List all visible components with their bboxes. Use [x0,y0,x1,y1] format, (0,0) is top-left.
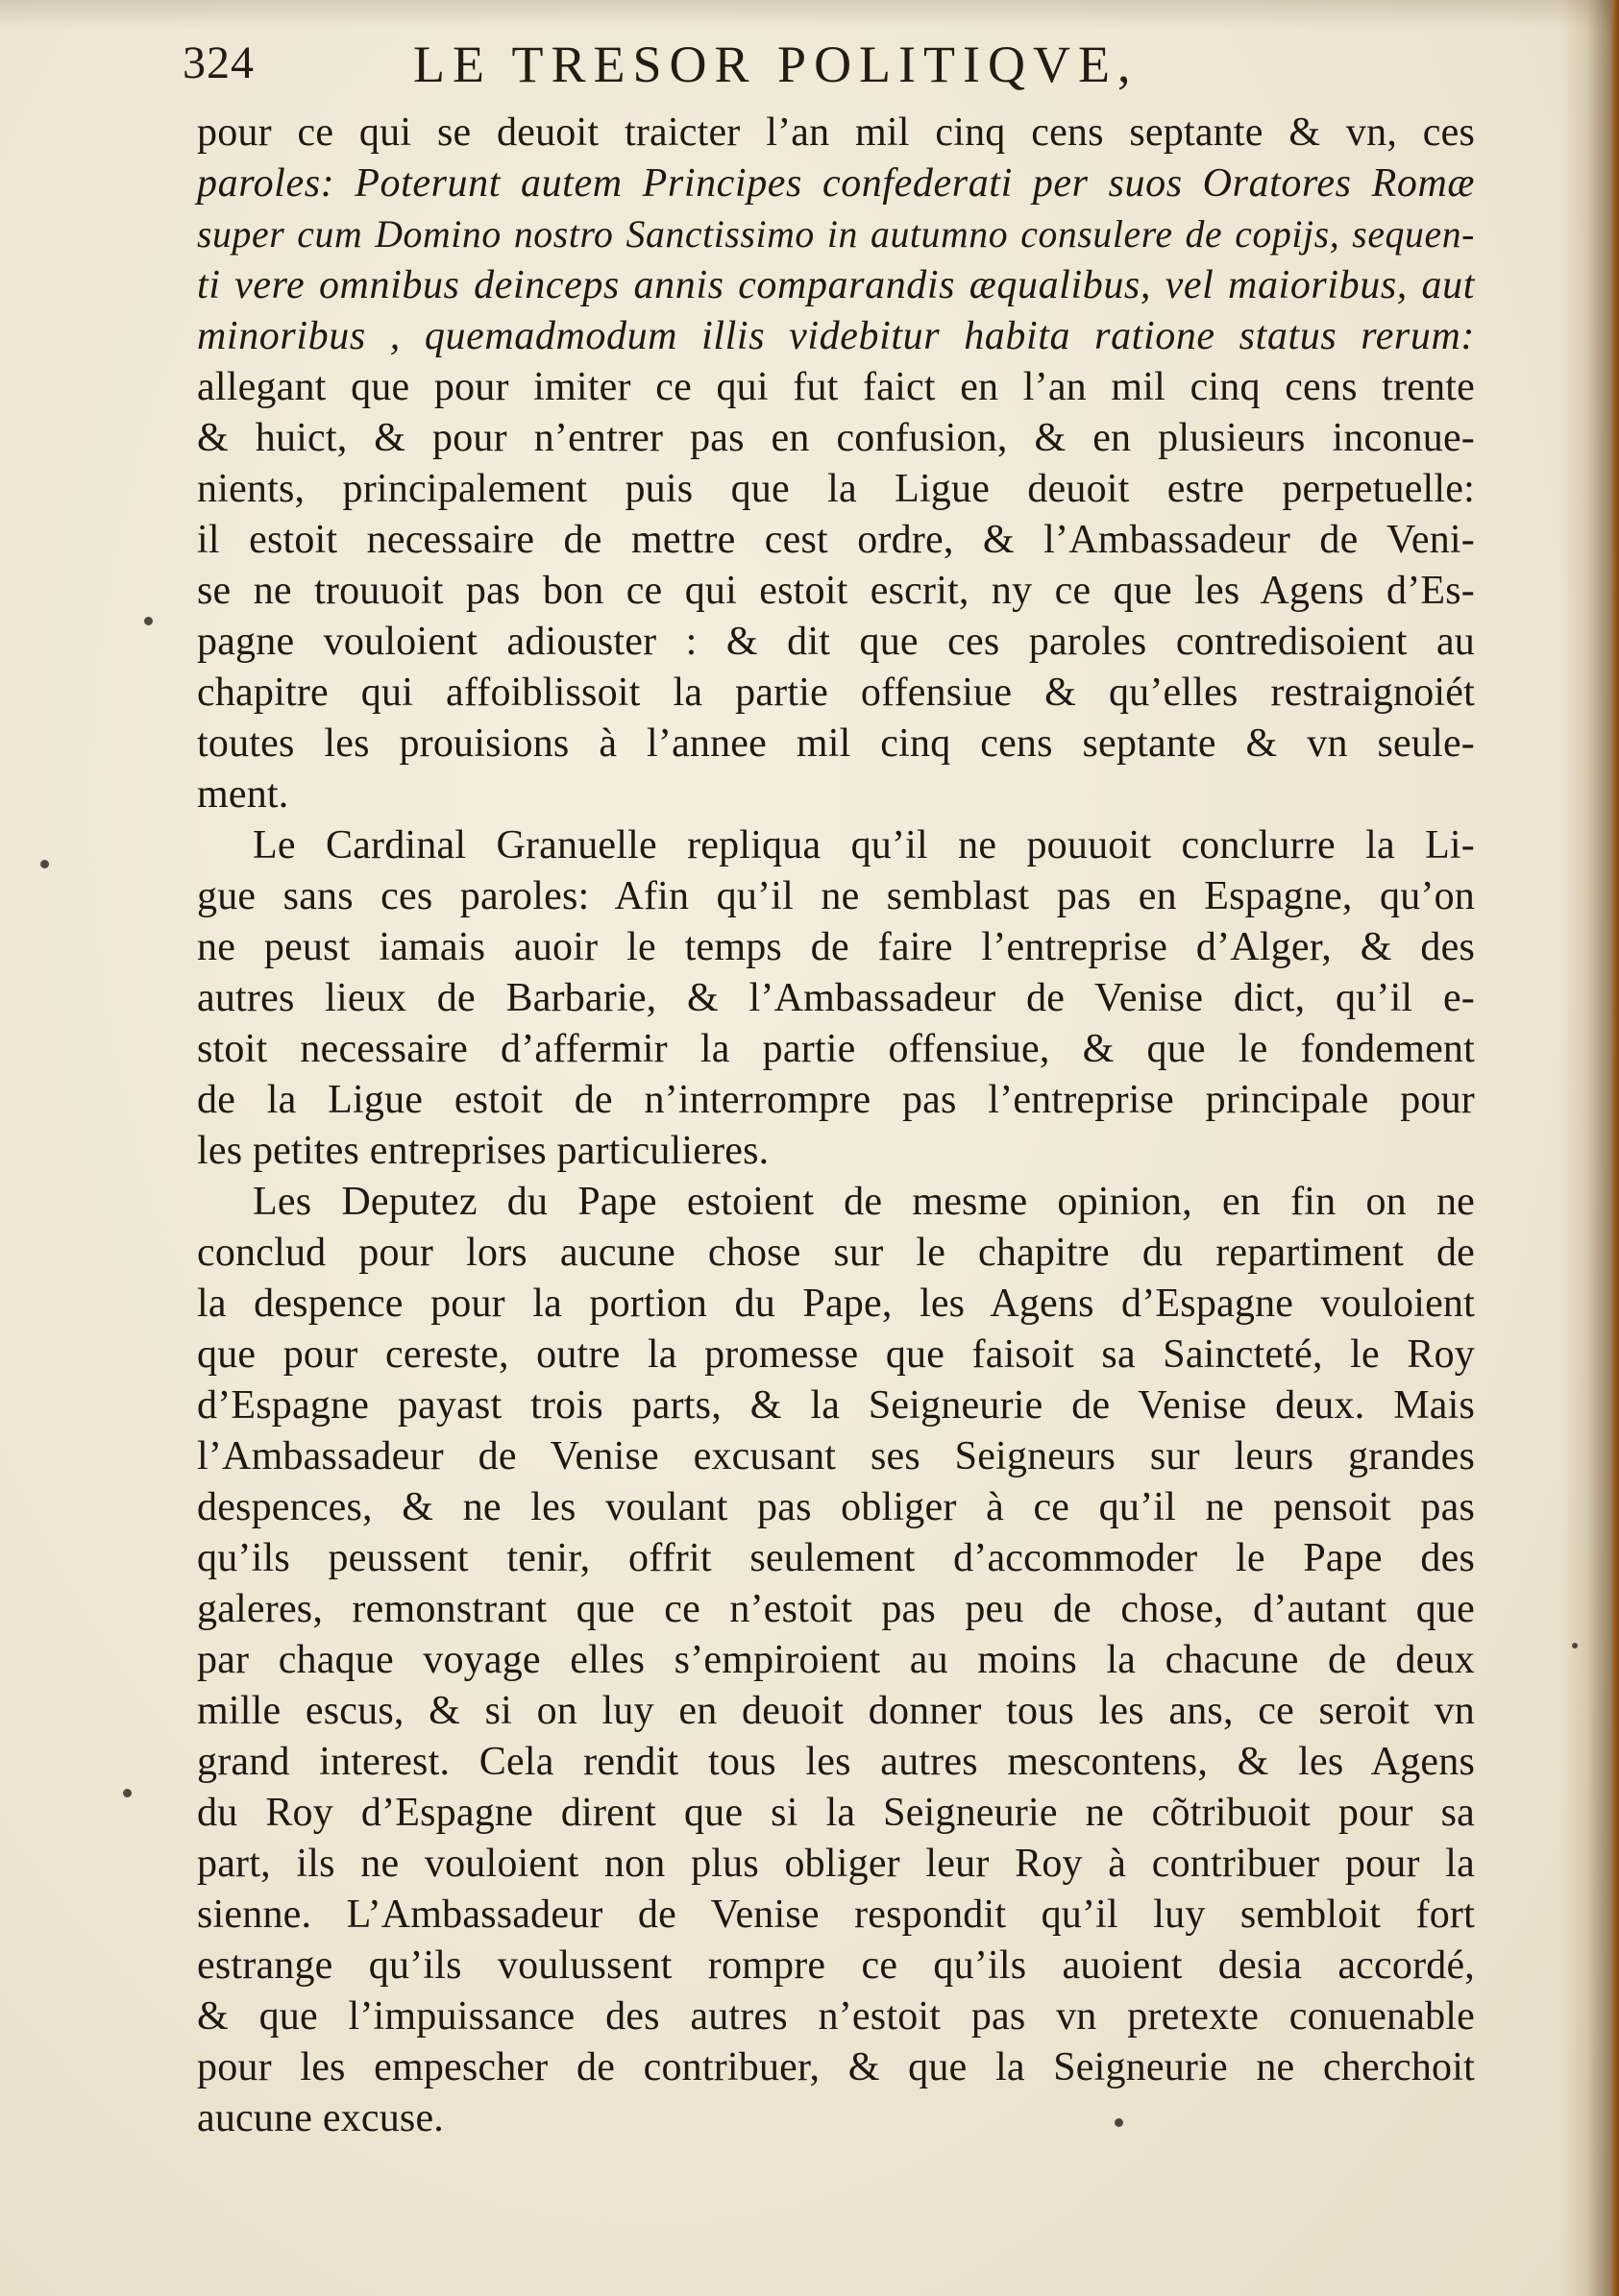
binding-shadow [1561,0,1619,2296]
text-line: sienne. L’Ambassadeur de Venise respondit qu’il luy sembloit fort [197,1893,1475,1937]
text-line: gue sans ces paroles: Afin qu’il ne semblast pas en Espagne, qu’on [197,874,1475,918]
margin-speck [1572,1643,1578,1649]
text-line: ti vere omnibus deinceps annis comparandis æqualibus, vel maioribus, aut [197,263,1475,307]
text-line: se ne trouuoit pas bon ce qui estoit escrit, ny ce que les Agens d’Es- [197,569,1475,613]
page-number: 324 [183,37,255,88]
text-line: de la Ligue estoit de n’interrompre pas l’entreprise principale pour [197,1078,1475,1122]
margin-speck [40,860,49,868]
text-line: pour les empescher de contribuer, & que la Seigneurie ne cherchoit [197,2045,1475,2089]
text-line: la despence pour la portion du Pape, les Agens d’Espagne vouloient [197,1282,1475,1326]
text-line: minoribus , quemadmodum illis videbitur habita ratione status rerum: [197,314,1475,358]
running-header [183,29,1460,106]
text-line: Le Cardinal Granuelle repliqua qu’il ne pouuoit conclurre la Li- [253,823,1475,867]
text-line: l’Ambassadeur de Venise excusant ses Seigneurs sur leurs grandes [197,1434,1475,1478]
margin-speck [144,617,153,625]
text-line: les petites entreprises particulieres. [197,1129,770,1173]
text-line: aucune excuse. [197,2096,444,2140]
text-line: mille escus, & si on luy en deuoit donner tous les ans, ce seroit vn [197,1689,1475,1733]
text-line: despences, & ne les voulant pas obliger à ce qu’il ne pensoit pas [197,1485,1475,1529]
text-line: autres lieux de Barbarie, & l’Ambassadeur de Venise dict, qu’il e- [197,976,1475,1020]
text-line: que pour cereste, outre la promesse que faisoit sa Saincteté, le Roy [197,1332,1475,1377]
text-line: paroles: Poterunt autem Principes confederati per suos Oratores Romæ [197,161,1475,206]
text-line: d’Espagne payast trois parts, & la Seigneurie de Venise deux. Mais [197,1383,1475,1428]
text-line: allegant que pour imiter ce qui fut faict en l’an mil cinq cens trente [197,365,1475,409]
text-line: ne peust iamais auoir le temps de faire l’entreprise d’Alger, & des [197,925,1475,969]
text-line: chapitre qui affoiblissoit la partie offensiue & qu’elles restraignoiét [197,671,1475,715]
text-line: pagne vouloient adiouster : & dit que ces paroles contredisoient au [197,620,1475,664]
text-line: grand interest. Cela rendit tous les autres mescontens, & les Agens [197,1740,1475,1784]
text-line: conclud pour lors aucune chose sur le chapitre du repartiment de [197,1231,1475,1275]
text-line: du Roy d’Espagne dirent que si la Seigneurie ne cõtribuoit pour sa [197,1791,1475,1835]
text-line: & huict, & pour n’entrer pas en confusion, & en plusieurs inconue- [197,416,1475,460]
page-edge [1611,0,1619,2296]
text-line: Les Deputez du Pape estoient de mesme opinion, en fin on ne [253,1180,1475,1224]
text-line: il estoit necessaire de mettre cest ordre, & l’Ambassadeur de Veni- [197,518,1475,562]
text-line: super cum Domino nostro Sanctissimo in autumno consulere de copijs, sequen- [197,213,1475,256]
margin-speck [123,1789,132,1797]
margin-speck [1115,2118,1123,2127]
text-line: & que l’impuissance des autres n’estoit pas vn pretexte conuenable [197,1994,1475,2039]
text-line: estrange qu’ils voulussent rompre ce qu’ils auoient desia accordé, [197,1943,1475,1988]
text-line: part, ils ne vouloient non plus obliger leur Roy à contribuer pour la [197,1842,1475,1886]
text-line: ment. [197,772,289,817]
running-title: LE TRESOR POLITIQVE, [413,36,1139,93]
text-line: toutes les prouisions à l’annee mil cinq cens septante & vn seule- [197,721,1475,766]
text-line: stoit necessaire d’affermir la partie offensiue, & que le fondement [197,1027,1475,1071]
text-line: pour ce qui se deuoit traicter l’an mil cinq cens septante & vn, ces [197,110,1475,155]
text-line: qu’ils peussent tenir, offrit seulement d’accommoder le Pape des [197,1536,1475,1580]
body-text [197,108,1475,2144]
text-line: nients, principalement puis que la Ligue deuoit estre perpetuelle: [197,467,1475,511]
text-line: par chaque voyage elles s’empiroient au moins la chacune de deux [197,1638,1475,1682]
text-line: galeres, remonstrant que ce n’estoit pas peu de chose, d’autant que [197,1587,1475,1631]
top-shadow [0,0,1619,29]
